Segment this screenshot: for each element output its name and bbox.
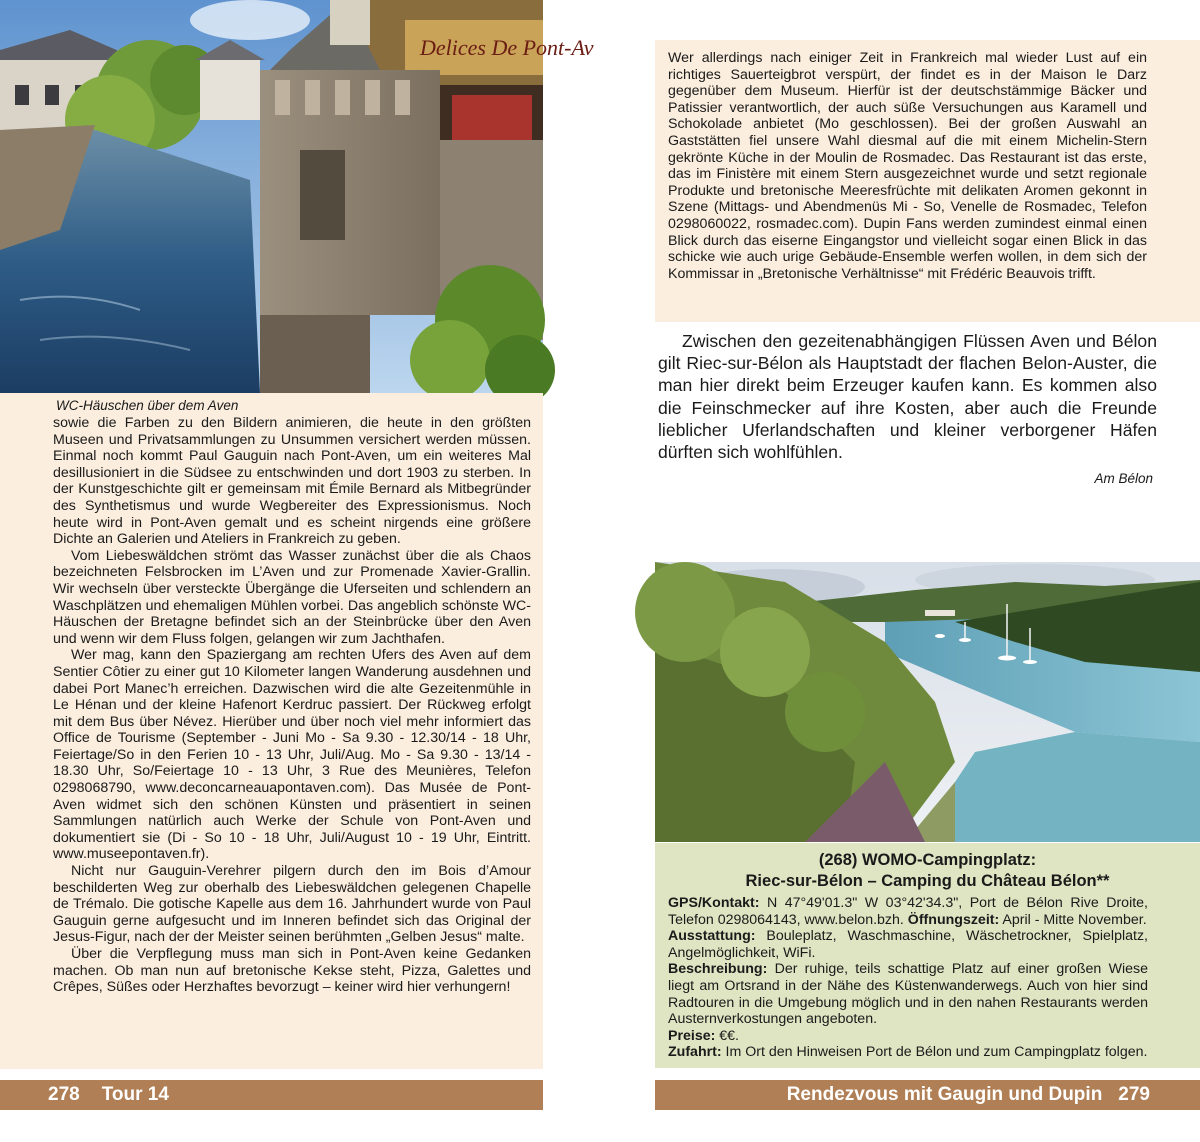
intro-text: Zwischen den gezeitenabhängigen Flüssen Aven und Bélon gilt Riec-sur-Bélon als Hauptstadt der flachen Belon-Auster, die man hier direkt beim Erzeuger kaufen kann. Es kommen also die Feinschmecker auf ihre Kosten, aber auch die Freunde lieblicher Uferlandschaften und kleiner verborgener Häfen dürften sich wohlfühlen.	[658, 331, 1157, 463]
description-value: Der ruhige, teils schattige Platz auf einer großen Wiese liegt am Ortsrand in der Nähe des Küstenwanderwegs. Auch von hier sind Radtouren in die Umgebung möglich und in den nahen Restaurants werden Austernverkostungen angeboten.	[668, 961, 1148, 1028]
left-page	[0, 0, 594, 1142]
price-label: Preise:	[668, 1027, 716, 1044]
equipment-label: Ausstattung:	[668, 928, 756, 945]
svg-text:Delices De Pont-Av: Delices De Pont-Av	[420, 35, 594, 60]
wc-house-illustration	[0, 0, 594, 393]
photo-caption-wc: WC-Häuschen über dem Aven	[56, 398, 239, 413]
camping-title-1: (268) WOMO-Campingplatz:	[818, 851, 1037, 869]
page-number: 279	[1118, 1084, 1150, 1105]
photo-caption-belon: Am Bélon	[1094, 471, 1153, 486]
paragraph: Wer mag, kann den Spaziergang am rechten Ufers des Aven auf dem Sentier Côtier zu einer gut 10 Kilometer langen Wanderung ausdehnen und dabei Port Manec’h erreichen. Dazwischen wird die alte Gezeitenmühle in Le Hénan und der kleine Hafenort Kerdruc passiert. Der Rückweg erfolgt mit dem Bus über Névez. Hierüber und über noch viel mehr informiert das Office de Tourisme (September - Juni Mo - Sa 9.30 - 12.30/14 - 18 Uhr, Feiertage/So in den Ferien 10 - 13 Uhr, Juli/Aug. Mo - Sa 9.30 - 13/14 - 18.30 Uhr, So/Feiertage 10 - 13 Uhr, 3 Rue des Meunières, Telefon 0298068790, www.deconcarneauapontaven.com). Das Musée de Pont- Aven widmet sich den schönen Künsten und präsentiert in seinen Sammlungen natürlich auch Werke der Schule von Pont-Aven und dokumentiert sie (Di - So 10 - 18 Uhr, Juli/August 10 - 19 Uhr, Eintritt. www.museepontaven.fr).	[53, 647, 531, 863]
gps-value: N 47°49'01.3" W 03°42'34.3", Port de Bélon Rive Droite, Telefon 0298064143, www.belon.bzh.	[668, 895, 1148, 928]
paragraph: Vom Liebeswäldchen strömt das Wasser zunächst über die als Chaos bezeichneten Felsbrocken im L’Aven und zur Promenade Xavier-Grallin. Wir wechseln über versteckte Übergänge die Uferseiten und schlendern an Waschplätzen und ehemaligen Mühlen vorbei. Das angeblich schönste WC- Häuschen der Bretagne befindet sich an der Steinbrücke über den Aven und wenn wir dem Fluss folgen, gelangen wir zum Jachthafen.	[53, 547, 531, 647]
paragraph: Nicht nur Gauguin-Verehrer pilgern durch den im Bois d’Amour beschilderten Weg zur oberhalb des Liebeswäldchen gelegenen Chapelle de Trémalo. Die gotische Kapelle aus dem 16. Jahrhundert wurde von Paul Gauguin gerne aufgesucht und im Inneren befindet sich das Original der Jesus-Figur, nach der der Meister seinen berühmten „Gelben Jesus“ malte.	[53, 863, 531, 946]
paragraph: sowie die Farben zu den Bildern animieren, die heute in den größten Museen und Privatsammlungen zu Unsummen versichert werden müssen. Einmal noch kommt Paul Gauguin nach Pont-Aven, um ein weiteres Mal desillusioniert in die Südsee zu entschwinden und dort 1903 zu sterben. In der Kunstgeschichte gilt er gemeinsam mit Émile Bernard als Mitbegründer des Synthetismus und wurde Wegbereiter des Expressionismus. Noch heute wird in Pont-Aven gemalt und es scheint nirgends eine größere Dichte an Galerien und Ateliers in Frankreich zu geben.	[53, 415, 531, 548]
equipment-value: Bouleplatz, Waschmaschine, Wäschetrockner, Spielplatz, Angelmöglichkeit, WiFi.	[668, 928, 1148, 961]
gps-label: GPS/Kontakt:	[668, 895, 760, 911]
left-body-text	[53, 415, 531, 996]
camping-box	[655, 843, 1200, 1068]
chapter-title: Rendezvous mit Gaugin und Dupin	[786, 1084, 1103, 1105]
left-footer	[0, 1080, 543, 1110]
price-value: €€.	[715, 1027, 739, 1044]
access-value: Im Ort den Hinweisen Port de Bélon und zum Campingplatz folgen.	[721, 1044, 1148, 1061]
right-footer	[655, 1080, 1200, 1110]
camping-details	[668, 895, 1148, 1061]
page-number: 278	[48, 1084, 80, 1105]
photo-wc-house	[0, 0, 594, 393]
top-info-box	[655, 40, 1200, 322]
paragraph: Über die Verpflegung muss man sich in Pont-Aven keine Gedanken machen. Ob man nun auf bretonische Kekse steht, Pizza, Galettes und Crêpes, Süßes oder Herzhaftes bevorzugt – keiner wird hier verhungern!	[53, 946, 531, 996]
hours-label: Öffnungszeit:	[907, 911, 1000, 928]
hours-value: April - Mitte November.	[999, 911, 1147, 928]
tour-label: Tour 14	[101, 1084, 169, 1105]
belon-river-illustration	[655, 562, 1200, 842]
right-page	[655, 0, 1200, 1142]
top-info-text: Wer allerdings nach einiger Zeit in Frankreich mal wieder Lust auf ein richtiges Sauerteigbrot verspürt, der findet es in der Maison le Darz gegenüber dem Museum. Hierfür ist der deutschstämmige Bäcker und Patissier verantwortlich, der auch süße Versuchungen aus Karamell und Schokolade anbietet (Mo geschlossen). Bei der großen Auswahl an Gaststätten fiel unsere Wahl diesmal auf die mit einem Michelin-Stern gekrönte Küche in der Moulin de Rosmadec. Das Restaurant ist das erste, das im Finistère mit einem Stern ausgezeichnet wurde und setzt regionale Produkte und bretonische Meeresfrüchte mit delikaten Aromen gekonnt in Szene (Mittags- und Abendmenüs Mi - So, Venelle de Rosmadec, Telefon 0298060022, rosmadec.com). Dupin Fans werden zumindest einmal einen Blick durch das eiserne Eingangstor und vielleicht sogar einen Blick in das schicke wie auch urige Gebäude-Ensemble werfen wollen, in dem sich der Kommissar in „Bretonische Verhältnisse“ mit Frédéric Beauvois trifft.	[668, 50, 1147, 282]
description-label: Beschreibung:	[668, 961, 768, 978]
photo-belon-river	[655, 562, 1200, 842]
camping-title-2: Riec-sur-Bélon – Camping du Château Bélon**	[745, 872, 1110, 890]
access-label: Zufahrt:	[668, 1044, 722, 1061]
